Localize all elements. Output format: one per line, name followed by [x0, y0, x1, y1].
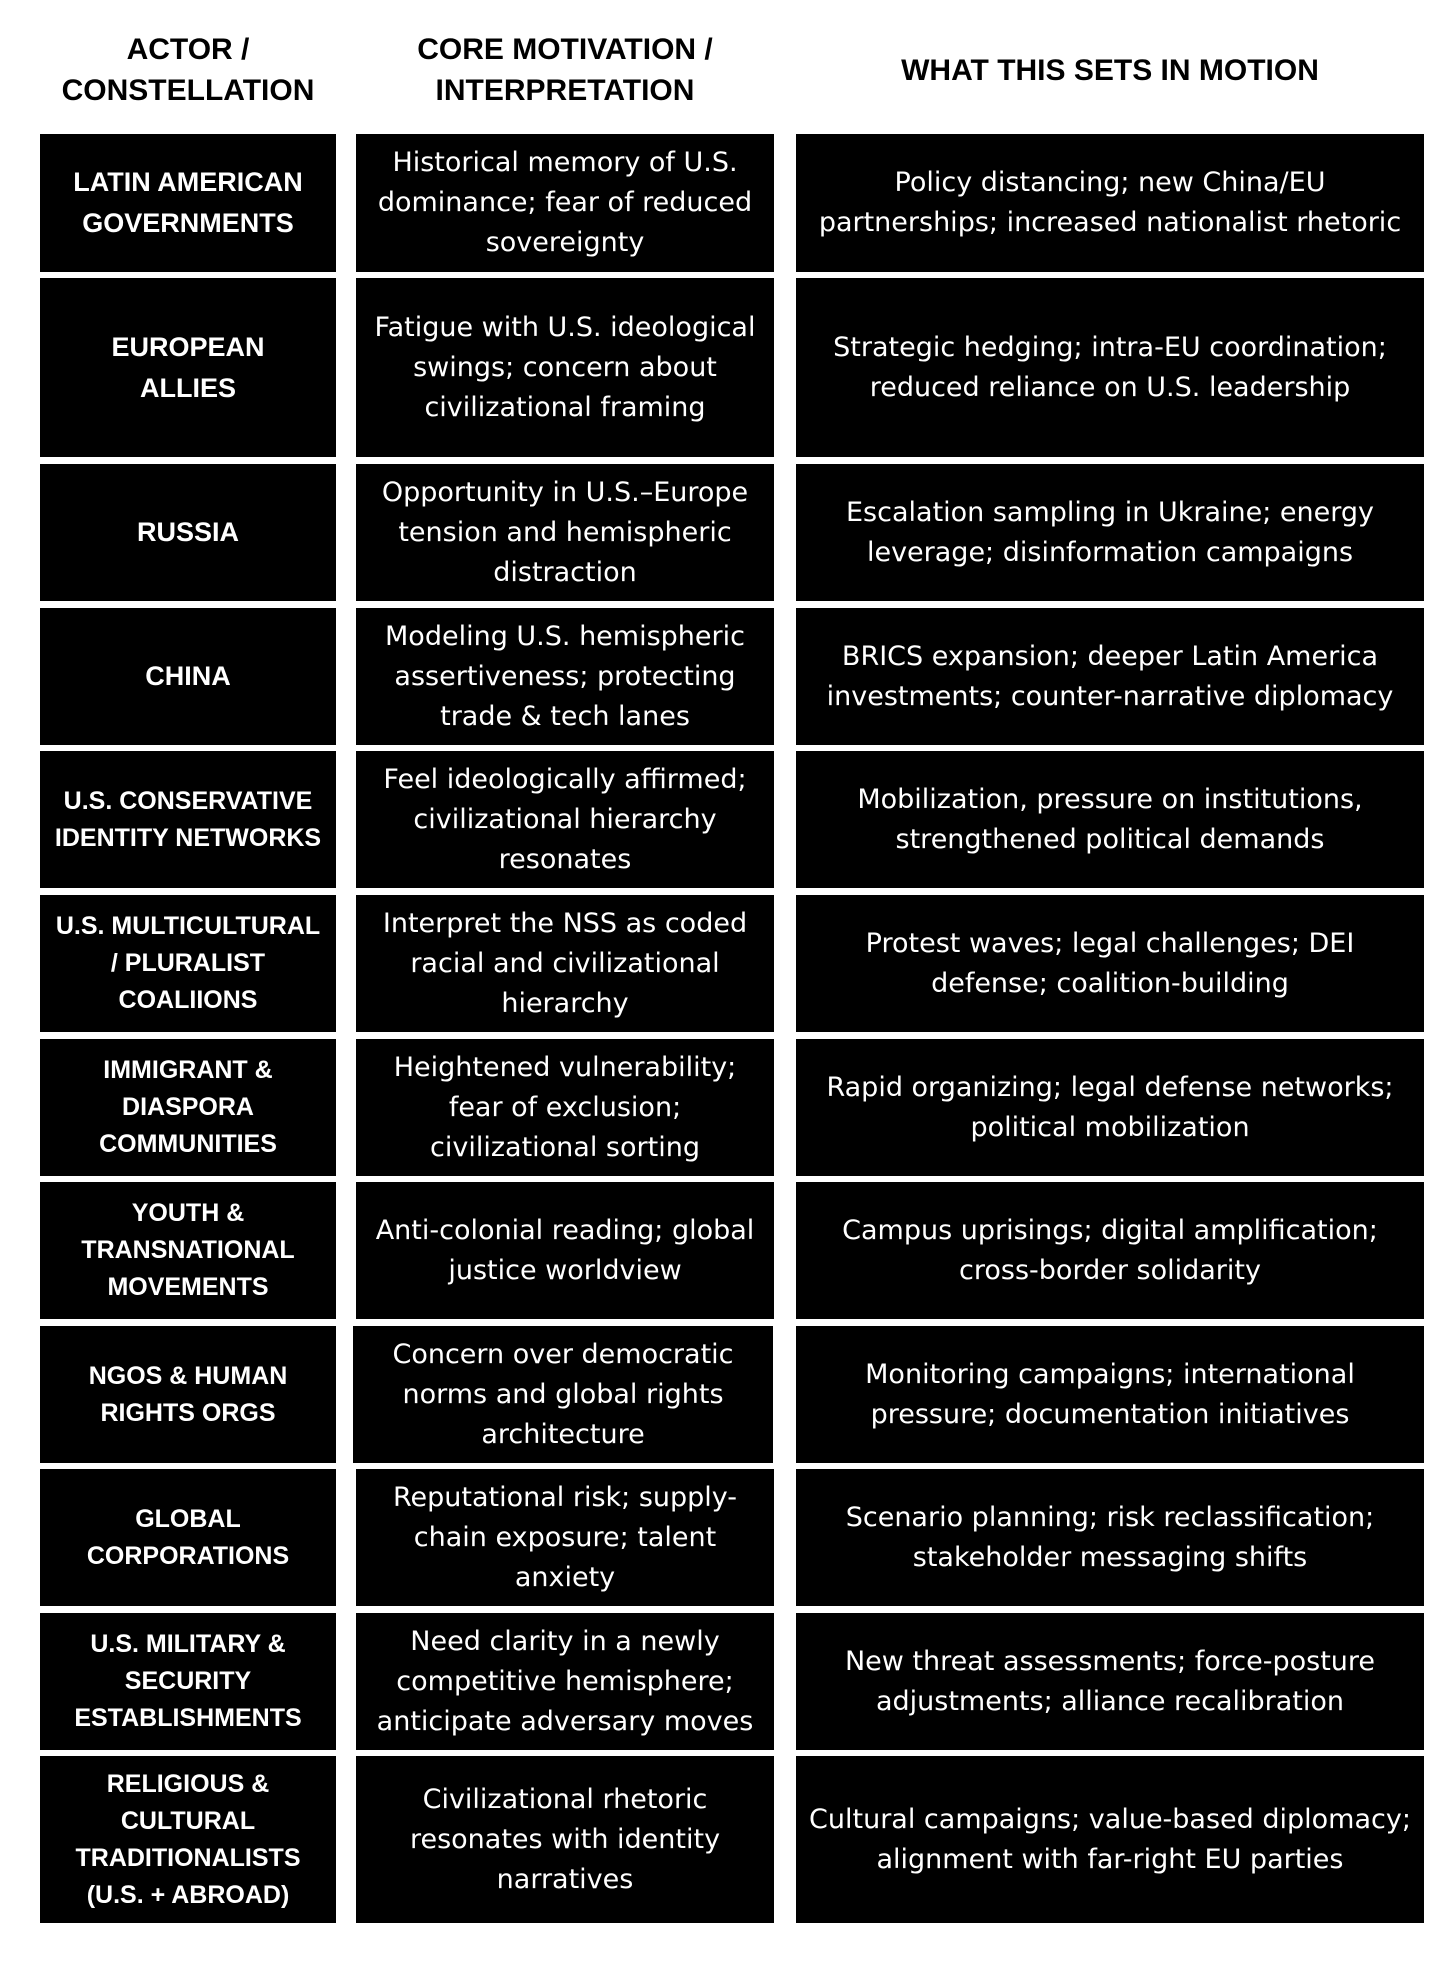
motivation-cell: Anti-colonial reading; global justice worldview — [356, 1182, 774, 1319]
motivation-cell: Heightened vulnerability; fear of exclusion; civilizational sorting — [356, 1039, 774, 1176]
motion-cell: Policy distancing; new China/EU partnerships; increased nationalist rhetoric — [796, 134, 1424, 272]
actor-cell: LATIN AMERICAN GOVERNMENTS — [40, 134, 336, 272]
table-row — [0, 1182, 1456, 1319]
motion-cell: Strategic hedging; intra-EU coordination; reduced reliance on U.S. leadership — [796, 278, 1424, 457]
motivation-cell: Need clarity in a newly competitive hemisphere; anticipate adversary moves — [356, 1613, 774, 1750]
motion-cell: Rapid organizing; legal defense networks; political mobilization — [796, 1039, 1424, 1176]
motivation-cell: Fatigue with U.S. ideological swings; concern about civilizational framing — [356, 278, 774, 457]
table-row — [0, 608, 1456, 745]
column-header-actor: ACTOR / CONSTELLATION — [61, 33, 315, 107]
motivation-cell: Opportunity in U.S.–Europe tension and hemispheric distraction — [356, 464, 774, 601]
motion-cell: Mobilization, pressure on institutions, strengthened political demands — [796, 751, 1424, 888]
actor-cell: CHINA — [40, 608, 336, 745]
table-row — [0, 1039, 1456, 1176]
motivation-cell: Reputational risk; supply-chain exposure; talent anxiety — [356, 1469, 774, 1606]
actor-cell: YOUTH & TRANSNATIONAL MOVEMENTS — [40, 1182, 336, 1319]
actor-cell: RELIGIOUS & CULTURAL TRADITIONALISTS (U.S. + ABROAD) — [40, 1756, 336, 1923]
actor-cell: GLOBAL CORPORATIONS — [40, 1469, 336, 1606]
motion-cell: Protest waves; legal challenges; DEI defense; coalition-building — [796, 895, 1424, 1032]
table-row — [0, 278, 1456, 457]
table-row — [0, 1613, 1456, 1750]
table-row — [0, 1469, 1456, 1606]
motivation-cell: Civilizational rhetoric resonates with identity narratives — [356, 1756, 774, 1923]
table-row — [0, 1756, 1456, 1923]
motivation-cell: Modeling U.S. hemispheric assertiveness; protecting trade & tech lanes — [356, 608, 774, 745]
motion-cell: Monitoring campaigns; international pressure; documentation initiatives — [796, 1326, 1424, 1463]
actor-cell: EUROPEAN ALLIES — [40, 278, 336, 457]
actor-cell: U.S. MILITARY & SECURITY ESTABLISHMENTS — [40, 1613, 336, 1750]
motion-cell: Cultural campaigns; value-based diplomacy; alignment with far-right EU parties — [796, 1756, 1424, 1923]
motion-cell: New threat assessments; force-posture adjustments; alliance recalibration — [796, 1613, 1424, 1750]
actor-cell: RUSSIA — [40, 464, 336, 601]
column-header-motion: WHAT THIS SETS IN MOTION — [901, 53, 1319, 87]
motivation-cell: Feel ideologically affirmed; civilizational hierarchy resonates — [356, 751, 774, 888]
actor-cell: IMMIGRANT & DIASPORA COMMUNITIES — [40, 1039, 336, 1176]
column-header-motivation: CORE MOTIVATION / INTERPRETATION — [417, 33, 713, 107]
motivation-cell: Interpret the NSS as coded racial and civilizational hierarchy — [356, 895, 774, 1032]
motion-cell: Escalation sampling in Ukraine; energy leverage; disinformation campaigns — [796, 464, 1424, 601]
actor-cell: U.S. CONSERVATIVE IDENTITY NETWORKS — [40, 751, 336, 888]
table-row — [0, 1326, 1456, 1463]
actor-cell: NGOS & HUMAN RIGHTS ORGS — [40, 1326, 336, 1463]
motion-cell: BRICS expansion; deeper Latin America investments; counter-narrative diplomacy — [796, 608, 1424, 745]
table-row — [0, 464, 1456, 601]
table-row — [0, 134, 1456, 272]
table-row — [0, 751, 1456, 888]
motivation-cell: Concern over democratic norms and global rights architecture — [353, 1326, 773, 1463]
motivation-cell: Historical memory of U.S. dominance; fear of reduced sovereignty — [356, 134, 774, 272]
motion-cell: Campus uprisings; digital amplification; cross-border solidarity — [796, 1182, 1424, 1319]
actor-cell: U.S. MULTICULTURAL / PLURALIST COALIIONS — [40, 895, 336, 1032]
table-row — [0, 895, 1456, 1032]
motion-cell: Scenario planning; risk reclassification; stakeholder messaging shifts — [796, 1469, 1424, 1606]
